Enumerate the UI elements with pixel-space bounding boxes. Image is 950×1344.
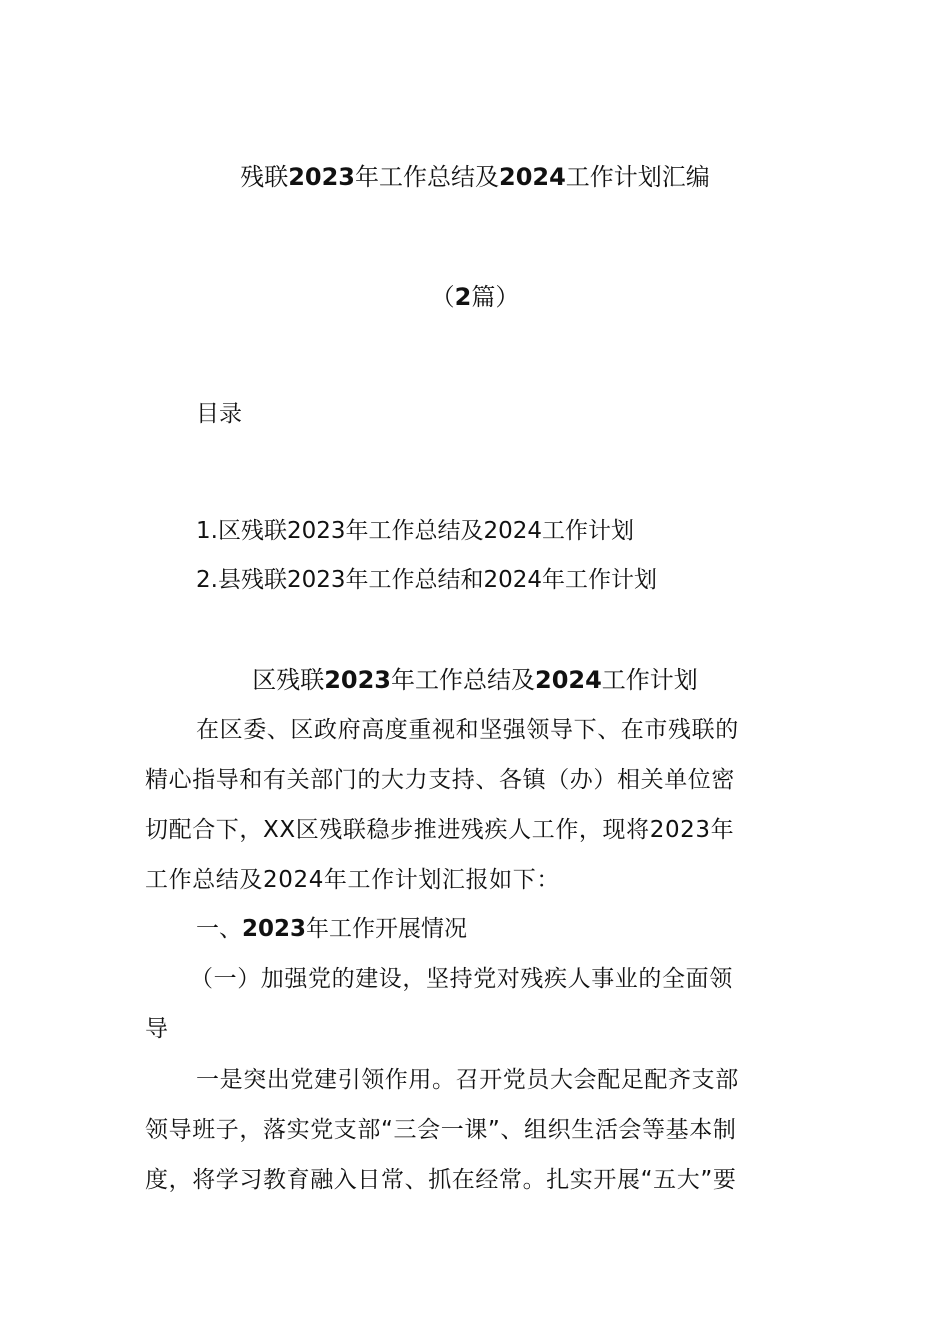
toc-heading: 目录 — [196, 401, 242, 427]
title-year: 2023 — [288, 163, 355, 191]
toc-item: 2.县残联2023年工作总结和2024年工作计划 — [196, 567, 658, 593]
title-year: 2024 — [499, 163, 566, 191]
section-title-text: 区残联 — [252, 666, 325, 694]
section-title-text: 年工作总结及 — [391, 666, 535, 694]
heading-text: 年工作开展情况 — [306, 916, 468, 942]
document-title — [0, 162, 950, 192]
paragraph-line: 在区委、区政府高度重视和坚强领导下、在市残联的 — [196, 717, 739, 743]
heading-year: 2023 — [242, 916, 307, 942]
paragraph-line: 精心指导和有关部门的大力支持、各镇（办）相关单位密 — [145, 767, 735, 793]
subtitle-count: 2 — [454, 283, 472, 311]
title-text: 工作计划汇编 — [565, 163, 710, 191]
heading-text: 一、 — [196, 916, 242, 942]
section-title-year: 2024 — [535, 666, 602, 694]
paragraph-line: 一是突出党建引领作用。召开党员大会配足配齐支部 — [196, 1067, 739, 1093]
toc-item: 1.区残联2023年工作总结及2024工作计划 — [196, 518, 635, 544]
subtitle-text: 篇） — [471, 283, 520, 311]
section-title-year: 2023 — [324, 666, 391, 694]
document-subtitle — [0, 282, 950, 312]
heading-level1 — [196, 914, 808, 944]
heading-level2-cont: 导 — [145, 1016, 169, 1042]
paragraph-line: 领导班子，落实党支部“三会一课”、组织生活会等基本制 — [145, 1117, 737, 1143]
section-title — [0, 665, 950, 695]
paragraph-line: 工作总结及2024年工作计划汇报如下： — [145, 867, 560, 893]
paragraph-line: 度，将学习教育融入日常、抓在经常。扎实开展“五大”要 — [145, 1167, 737, 1193]
paragraph-line: 切配合下，XX区残联稳步推进残疾人工作，现将2023年 — [145, 817, 735, 843]
title-text: 年工作总结及 — [355, 163, 499, 191]
section-title-text: 工作计划 — [601, 666, 698, 694]
subtitle-text: （ — [430, 283, 455, 311]
heading-level2: （一）加强党的建设，坚持党对残疾人事业的全面领 — [190, 966, 733, 992]
title-text: 残联 — [240, 163, 289, 191]
